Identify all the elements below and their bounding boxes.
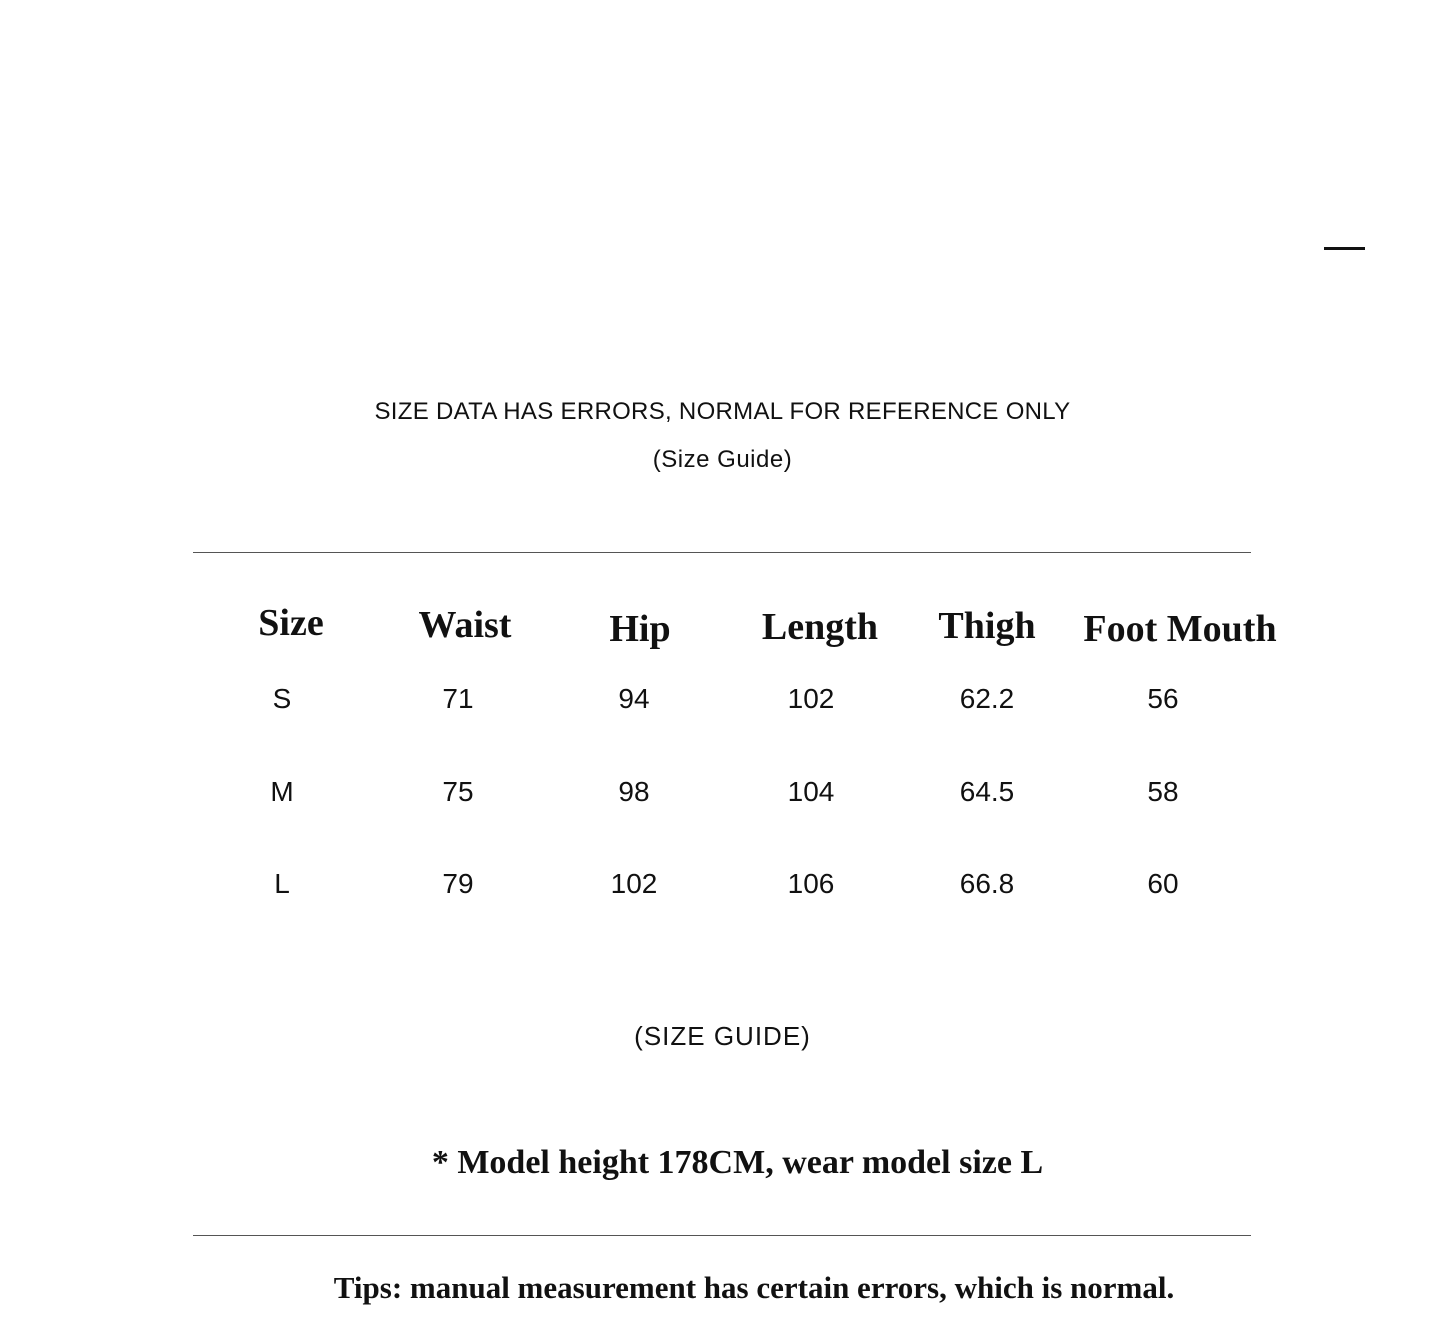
cell-thigh: 66.8 [959,868,1015,899]
header-size: Size [258,602,324,644]
cell-size: M [270,776,294,807]
cell-size: S [272,683,292,714]
cell-length: 102 [787,683,835,714]
cell-foot-mouth: 56 [1147,683,1179,714]
cell-thigh: 64.5 [959,776,1015,807]
cell-foot-mouth: 60 [1147,868,1179,899]
header-hip: Hip [609,608,671,650]
cell-thigh: 62.2 [959,683,1015,714]
model-note: * Model height 178CM, wear model size L [431,1144,1044,1181]
cell-hip: 94 [618,683,650,714]
cell-length: 104 [787,776,835,807]
divider-top [193,552,1251,553]
header-waist: Waist [418,604,512,646]
cell-length: 106 [787,868,835,899]
header-thigh: Thigh [938,605,1036,647]
size-guide-label: (SIZE GUIDE) [634,1021,811,1051]
cell-hip: 102 [610,868,658,899]
header-foot-mouth: Foot Mouth [1083,608,1277,650]
cell-waist: 71 [442,683,474,714]
cell-waist: 75 [442,776,474,807]
size-notice: SIZE DATA HAS ERRORS, NORMAL FOR REFERENCE ONLY [374,398,1071,425]
divider-bottom [193,1235,1251,1236]
header-length: Length [761,606,879,648]
cell-waist: 79 [442,868,474,899]
size-guide-subtitle: (Size Guide) [652,446,793,473]
dash-mark [1324,247,1365,250]
measurement-tips: Tips: manual measurement has certain errors, which is normal. [333,1270,1175,1305]
cell-hip: 98 [618,776,650,807]
cell-size: L [274,868,290,899]
cell-foot-mouth: 58 [1147,776,1179,807]
